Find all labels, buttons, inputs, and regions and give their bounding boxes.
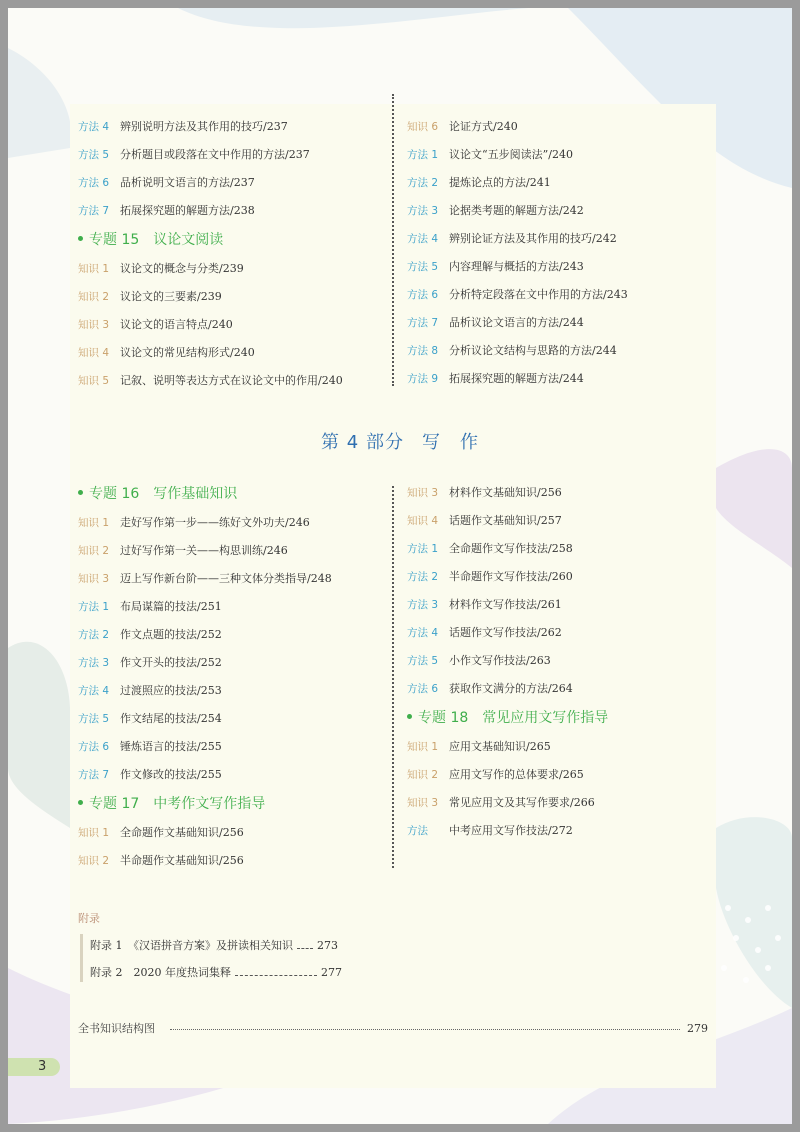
appendix-item[interactable]: 附录 1 《汉语拼音方案》及拼读相关知识 273	[90, 939, 338, 952]
toc-entry[interactable]: 方法 6 锤炼语言的技法/255	[78, 740, 222, 753]
toc-entry[interactable]: 方法 3 作文开头的技法/252	[78, 656, 222, 669]
toc-entry[interactable]: 知识 4 议论文的常见结构形式/240	[78, 346, 255, 359]
toc-entry[interactable]: 方法 6 获取作文满分的方法/264	[407, 682, 573, 695]
page-number-tab	[8, 1058, 60, 1076]
appendix-item[interactable]: 附录 2 2020 年度热词集释 277	[90, 966, 342, 979]
toc-entry[interactable]: 方法 5 内容理解与概括的方法/243	[407, 260, 584, 273]
appendix-label: 附录	[78, 912, 100, 925]
toc-entry[interactable]: 方法 7 拓展探究题的解题方法/238	[78, 204, 255, 217]
leader-line	[170, 1029, 680, 1030]
topic-16-heading[interactable]: 专题 16 写作基础知识	[78, 484, 237, 504]
topic-18-heading[interactable]: 专题 18 常见应用文写作指导	[407, 708, 608, 728]
toc-entry[interactable]: 方法 5 分析题目或段落在文中作用的方法/237	[78, 148, 310, 161]
leader-line	[235, 970, 317, 976]
toc-entry[interactable]: 知识 2 半命题作文基础知识/256	[78, 854, 244, 867]
toc-entry[interactable]: 方法 3 材料作文写作技法/261	[407, 598, 562, 611]
toc-entry[interactable]: 方法 2 作文点题的技法/252	[78, 628, 222, 641]
toc-entry[interactable]: 方法 2 提炼论点的方法/241	[407, 176, 551, 189]
toc-entry[interactable]: 方法 7 作文修改的技法/255	[78, 768, 222, 781]
bullet-dot-icon	[78, 490, 83, 495]
toc-entry[interactable]: 方法 9 拓展探究题的解题方法/244	[407, 372, 584, 385]
toc-entry[interactable]: 方法 4 过渡照应的技法/253	[78, 684, 222, 697]
toc-entry[interactable]: 方法 3 论据类考题的解题方法/242	[407, 204, 584, 217]
topic-15-heading[interactable]: 专题 15 议论文阅读	[78, 230, 223, 250]
appendix-bar	[80, 934, 83, 982]
toc-entry[interactable]: 方法 6 品析说明文语言的方法/237	[78, 176, 255, 189]
toc-entry[interactable]: 方法 1 布局谋篇的技法/251	[78, 600, 222, 613]
toc-entry[interactable]: 知识 1 议论文的概念与分类/239	[78, 262, 244, 275]
toc-entry[interactable]: 方法 中考应用文写作技法/272	[407, 824, 573, 837]
toc-entry[interactable]: 方法 7 品析议论文语言的方法/244	[407, 316, 584, 329]
knowledge-map-entry[interactable]: 全书知识结构图 279	[78, 1022, 708, 1035]
toc-entry[interactable]: 方法 4 辨别论证方法及其作用的技巧/242	[407, 232, 617, 245]
toc-entry[interactable]: 知识 2 应用文写作的总体要求/265	[407, 768, 584, 781]
toc-entry[interactable]: 方法 1 全命题作文写作技法/258	[407, 542, 573, 555]
leader-line	[297, 943, 313, 949]
toc-entry[interactable]: 知识 1 走好写作第一步——练好文外功夫/246	[78, 516, 310, 529]
toc-entry[interactable]: 方法 4 辨别说明方法及其作用的技巧/237	[78, 120, 288, 133]
part-4-title: 第 4 部分 写 作	[321, 432, 479, 453]
toc-entry[interactable]: 知识 6 论证方式/240	[407, 120, 518, 133]
toc-entry[interactable]: 知识 2 议论文的三要素/239	[78, 290, 222, 303]
toc-entry[interactable]: 方法 1 议论文“五步阅读法”/240	[407, 148, 573, 161]
toc-entry[interactable]: 知识 1 应用文基础知识/265	[407, 740, 551, 753]
toc-entry[interactable]: 知识 5 记叙、说明等表达方式在议论文中的作用/240	[78, 374, 343, 387]
toc-entry[interactable]: 方法 5 作文结尾的技法/254	[78, 712, 222, 725]
toc-entry[interactable]: 知识 4 话题作文基础知识/257	[407, 514, 562, 527]
toc-entry[interactable]: 知识 3 材料作文基础知识/256	[407, 486, 562, 499]
toc-entry[interactable]: 方法 6 分析特定段落在文中作用的方法/243	[407, 288, 628, 301]
toc-entry[interactable]: 知识 2 过好写作第一关——构思训练/246	[78, 544, 288, 557]
page-number: 3	[38, 1059, 47, 1074]
column-divider-top	[392, 94, 394, 386]
bullet-dot-icon	[78, 800, 83, 805]
bullet-dot-icon	[407, 714, 412, 719]
toc-entry[interactable]: 知识 3 议论文的语言特点/240	[78, 318, 233, 331]
toc-entry[interactable]: 知识 1 全命题作文基础知识/256	[78, 826, 244, 839]
toc-entry[interactable]: 知识 3 常见应用文及其写作要求/266	[407, 796, 595, 809]
toc-entry[interactable]: 方法 4 话题作文写作技法/262	[407, 626, 562, 639]
bullet-dot-icon	[78, 236, 83, 241]
topic-17-heading[interactable]: 专题 17 中考作文写作指导	[78, 794, 265, 814]
toc-entry[interactable]: 知识 3 迈上写作新台阶——三种文体分类指导/248	[78, 572, 332, 585]
toc-entry[interactable]: 方法 5 小作文写作技法/263	[407, 654, 551, 667]
column-divider-bottom	[392, 486, 394, 868]
toc-entry[interactable]: 方法 8 分析议论文结构与思路的方法/244	[407, 344, 617, 357]
toc-entry[interactable]: 方法 2 半命题作文写作技法/260	[407, 570, 573, 583]
